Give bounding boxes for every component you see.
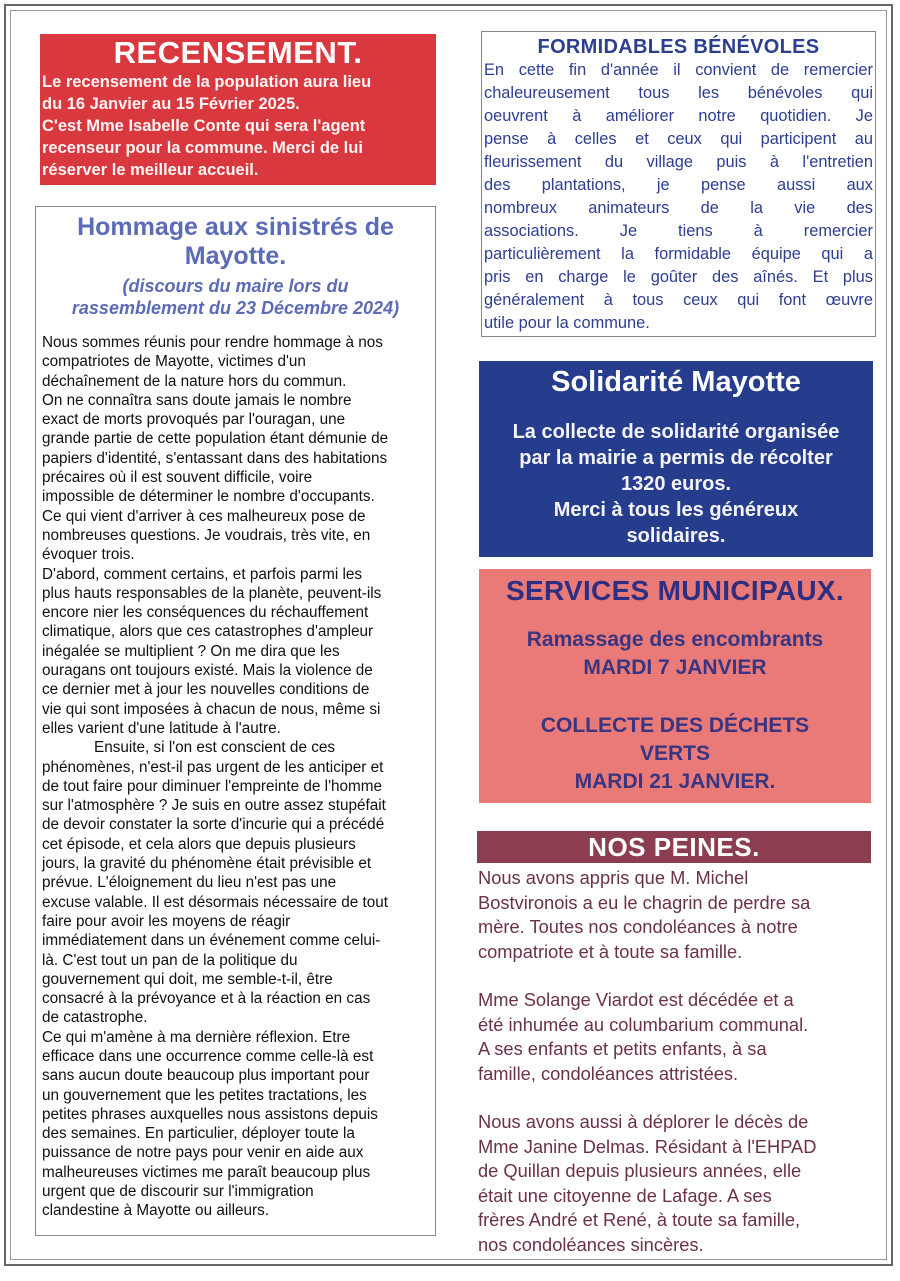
benevoles-line: chaleureusement tous les bénévoles qui: [484, 84, 873, 102]
hommage-line: là. C'est tout un pan de la politique du: [42, 951, 298, 969]
solidarite-line: par la mairie a permis de récolter: [519, 447, 833, 469]
solidarite-line: Merci à tous les généreux: [553, 499, 799, 521]
services-dechets-verts: VERTS: [639, 742, 710, 765]
hommage-line: jours, la gravité du phénomène était prévisible et: [42, 855, 372, 873]
benevoles-line: pense à celles et ceux qui participent au: [484, 130, 873, 148]
hommage-line: elles varient d'une latitude à l'autre.: [42, 719, 281, 737]
hommage-line: prévue. L'éloignement du lieu n'est pas une: [42, 874, 337, 892]
recensement-line: recenseur pour la commune. Merci de lui: [42, 139, 363, 157]
hommage-subtitle-line: rassemblement du 23 Décembre 2024): [71, 298, 400, 318]
peines-line: Bostvironois a eu le chagrin de perdre sa: [478, 891, 811, 913]
services-encombrants-date: MARDI 7 JANVIER: [583, 656, 767, 679]
peines-line: été inhumée au columbarium communal.: [478, 1013, 809, 1035]
peines-line: Nous avons aussi à déplorer le décès de: [478, 1111, 809, 1132]
hommage-line: compatriotes de Mayotte, victimes d'un: [42, 353, 306, 371]
benevoles-line: des plantations, je pense aussi aux: [484, 176, 873, 194]
peines-line: de Quillan depuis plusieurs années, elle: [478, 1160, 802, 1181]
hommage-line: sans aucun doute beaucoup plus important pour: [42, 1067, 370, 1085]
peines-line: nos condoléances sincères.: [478, 1233, 704, 1255]
hommage-line: de tout faire pour diminuer l'empreinte de l'homme: [42, 777, 382, 795]
benevoles-line: fleurissement du village puis à l'entretien: [484, 153, 873, 171]
hommage-line: Nous sommes réunis pour rendre hommage à nos: [42, 334, 383, 351]
peines-line: A ses enfants et petits enfants, à sa: [478, 1038, 767, 1059]
hommage-line: vie qui sont imposées à chacun de nous, même si: [42, 700, 381, 718]
hommage-line: papiers d'identité, s'entassant dans des habitations: [42, 449, 388, 467]
peines-line: était une citoyenne de Lafage. A ses: [478, 1184, 772, 1206]
peines-line: Nous avons appris que M. Michel: [478, 867, 749, 888]
peines-line: Mme Janine Delmas. Résidant à l'EHPAD: [478, 1135, 817, 1157]
peines-paragraph: [478, 988, 873, 1086]
hommage-line: impossible de déterminer le nombre d'occupants.: [42, 488, 375, 506]
hommage-line: clandestine à Mayotte ou ailleurs.: [42, 1202, 270, 1220]
hommage-line: nombreuses questions. Je voudrais, très vite, en: [42, 526, 371, 544]
benevoles-title: FORMIDABLES BÉNÉVOLES: [537, 36, 820, 58]
hommage-line: cet épisode, et cela alors que depuis plusieurs: [42, 835, 356, 853]
hommage-line: efficace dans une occurrence comme celle-là est: [42, 1047, 374, 1065]
services-dechets: COLLECTE DES DÉCHETS: [540, 714, 810, 737]
services-title: SERVICES MUNICIPAUX.: [506, 575, 844, 606]
hommage-line: Ce qui vient d'arriver à ces malheureux pose de: [42, 507, 366, 525]
benevoles-line: nombreux animateurs de la vie des: [484, 199, 873, 217]
hommage-line: Ensuite, si l'on est conscient de ces: [94, 739, 336, 757]
services-encombrants: Ramassage des encombrants: [526, 628, 824, 651]
recensement-title: RECENSEMENT.: [113, 35, 363, 70]
hommage-line: précaires où il est souvent difficile, voire: [42, 469, 313, 487]
hommage-line: exact de morts provoqués par l'ouragan, une: [42, 411, 346, 429]
solidarite-line: 1320 euros.: [620, 473, 732, 495]
hommage-line: climatique, alors que ces catastrophes d'ampleur: [42, 623, 374, 641]
solidarite-line: solidaires.: [626, 525, 726, 547]
solidarite-title: Solidarité Mayotte: [551, 366, 801, 398]
recensement-line: Le recensement de la population aura lieu: [42, 73, 372, 91]
hommage-line: ouragans ont toujours existé. Mais la violence de: [42, 662, 373, 680]
hommage-line: faire pour avoir les moyens de réagir: [42, 912, 291, 930]
hommage-line: petites phrases auxquelles nous assistons depuis: [42, 1105, 378, 1123]
recensement-line: du 16 Janvier au 15 Février 2025.: [42, 95, 300, 113]
recensement-line: réserver le meilleur accueil.: [42, 161, 259, 179]
peines-paragraph: [478, 866, 873, 964]
hommage-line: On ne connaîtra sans doute jamais le nombre: [42, 391, 352, 409]
hommage-line: gouvernement qui doit, me semble-t-il, être: [42, 970, 333, 988]
recensement-box: [40, 34, 436, 185]
benevoles-line: oeuvrent à améliorer notre quotidien. Je: [484, 107, 873, 125]
hommage-line: malheureuses victimes me paraît beaucoup plus: [42, 1163, 371, 1181]
benevoles-line: généralement à tous ceux qui font œuvre: [484, 291, 873, 309]
hommage-line: phénomènes, n'est-il pas urgent de les anticiper et: [42, 758, 384, 776]
benevoles-line: utile pour la commune.: [484, 314, 650, 332]
recensement-text: [42, 71, 436, 181]
peines-title: NOS PEINES.: [477, 831, 871, 863]
solidarite-line: La collecte de solidarité organisée: [512, 421, 840, 443]
hommage-line: consacré à la prévoyance et à la réaction en cas: [42, 990, 371, 1008]
hommage-line: sur l'atmosphère ? Je suis en outre assez stupéfait: [42, 797, 386, 815]
hommage-title-line: Hommage aux sinistrés de: [77, 213, 394, 241]
hommage-line: puissance de notre pays pour venir en aide aux: [42, 1144, 364, 1162]
peines-line: frères André et René, à toute sa famille,: [478, 1209, 801, 1230]
hommage-subtitle: [36, 275, 435, 319]
hommage-line: grande partie de cette population étant démunie de: [42, 430, 389, 448]
hommage-line: encore nier les conséquences du réchauffement: [42, 604, 369, 622]
peines-line: famille, condoléances attristées.: [478, 1062, 739, 1084]
hommage-subtitle-line: (discours du maire lors du: [122, 276, 349, 296]
peines-line: compatriote et à toute sa famille.: [478, 940, 743, 962]
hommage-line: immédiatement dans un événement comme celui-: [42, 932, 381, 950]
hommage-line: ce dernier met à jour les nouvelles conditions de: [42, 681, 370, 699]
recensement-line: C'est Mme Isabelle Conte qui sera l'agent: [42, 117, 366, 135]
benevoles-line: En cette fin d'année il convient de remercier: [484, 61, 873, 79]
hommage-line: plus hauts responsables de la planète, peuvent-ils: [42, 584, 382, 602]
benevoles-line: particulièrement la formidable équipe qui a: [484, 245, 873, 263]
hommage-line: Ce qui m'amène à ma dernière réflexion. Etre: [42, 1028, 351, 1046]
solidarite-box: [479, 361, 873, 557]
hommage-title: [36, 213, 435, 271]
peines-text: [478, 866, 873, 1281]
hommage-line: inégalée se multiplient ? On me dira que les: [42, 642, 340, 660]
hommage-body: [42, 333, 429, 1221]
hommage-line: urgent que de discourir sur l'immigration: [42, 1183, 314, 1201]
hommage-line: un gouvernement que les petites tractations, les: [42, 1086, 367, 1104]
solidarite-text: [479, 419, 873, 549]
hommage-line: D'abord, comment certains, et parfois parmi les: [42, 565, 363, 583]
hommage-line: de catastrophe.: [42, 1009, 148, 1027]
hommage-line: de devoir constater la sorte d'incurie qui a précédé: [42, 816, 385, 834]
services-box: [479, 569, 871, 803]
hommage-line: déchaînement de la nature hors du commun.: [42, 372, 347, 390]
benevoles-line: associations. Je tiens à remercier: [484, 222, 873, 240]
hommage-line: excuse valable. Il est désormais nécessaire de tout: [42, 893, 389, 911]
hommage-title-line: Mayotte.: [184, 242, 287, 270]
benevoles-text: [484, 59, 873, 335]
peines-paragraph: [478, 1110, 873, 1257]
peines-line: mère. Toutes nos condoléances à notre: [478, 916, 798, 937]
benevoles-box: [481, 31, 876, 337]
benevoles-line: pris en charge le goûter des aînés. Et plus: [484, 268, 873, 286]
hommage-article: [35, 206, 436, 1236]
peines-line: Mme Solange Viardot est décédée et a: [478, 989, 794, 1010]
hommage-line: des semaines. En particulier, déployer toute la: [42, 1125, 355, 1143]
services-dechets-date: MARDI 21 JANVIER.: [574, 770, 776, 793]
hommage-line: évoquer trois.: [42, 546, 135, 564]
